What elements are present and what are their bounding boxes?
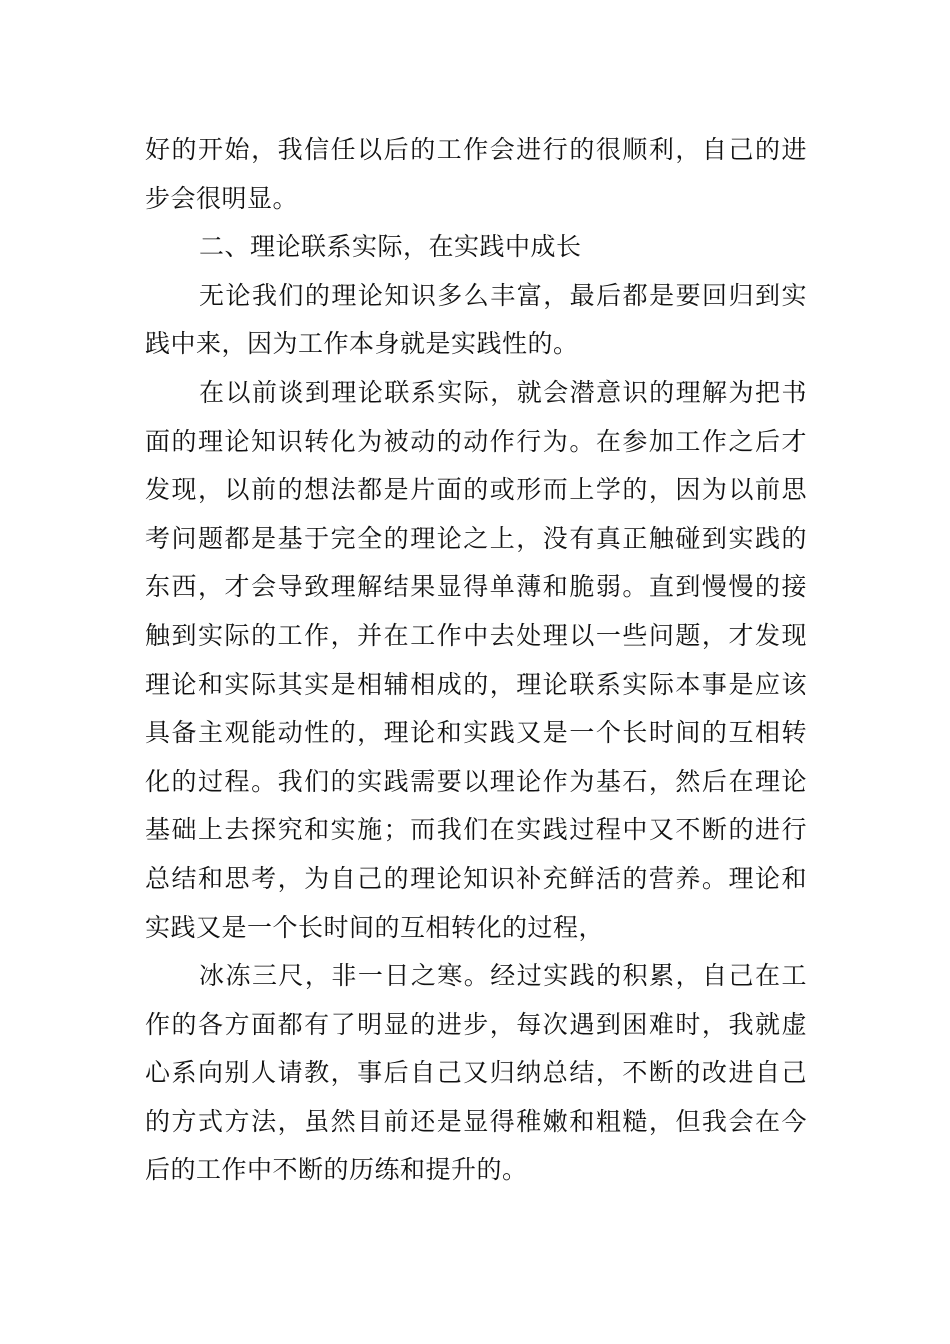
text-line: 在以前谈到理论联系实际，就会潜意识的理解为把书 (199, 377, 807, 407)
text-line: 践中来，因为工作本身就是实践性的。 (145, 329, 579, 359)
text-line: 触到实际的工作，并在工作中去处理以一些问题，才发现 (145, 620, 807, 650)
text-line: 的方式方法，虽然目前还是显得稚嫩和粗糙，但我会在今 (145, 1106, 807, 1136)
text-line: 步会很明显。 (145, 183, 299, 213)
text-line: 理论和实际其实是相辅相成的，理论联系实际本事是应该 (145, 669, 807, 699)
text-line: 发现，以前的想法都是片面的或形而上学的，因为以前思 (145, 475, 807, 505)
document-body (145, 126, 807, 1195)
text-line: 考问题都是基于完全的理论之上，没有真正触碰到实践的 (145, 523, 807, 553)
text-line: 实践又是一个长时间的互相转化的过程， (145, 912, 605, 942)
text-line: 冰冻三尺，非一日之寒。经过实践的积累，自己在工 (199, 961, 807, 991)
text-line: 基础上去探究和实施；而我们在实践过程中又不断的进行 (145, 815, 807, 845)
text-line: 好的开始，我信任以后的工作会进行的很顺利，自己的进 (145, 135, 807, 164)
text-line: 后的工作中不断的历练和提升的。 (145, 1155, 528, 1185)
text-line: 作的各方面都有了明显的进步，每次遇到困难时，我就虚 (145, 1009, 807, 1039)
text-line: 具备主观能动性的，理论和实践又是一个长时间的互相转 (145, 718, 807, 748)
text-line: 面的理论知识转化为被动的动作行为。在参加工作之后才 (145, 426, 807, 456)
text-line: 总结和思考，为自己的理论知识补充鲜活的营养。理论和 (145, 863, 807, 893)
text-line: 化的过程。我们的实践需要以理论作为基石，然后在理论 (145, 766, 807, 796)
section-heading: 二、理论联系实际，在实践中成长 (199, 232, 582, 262)
text-line: 东西，才会导致理解结果显得单薄和脆弱。直到慢慢的接 (145, 572, 807, 602)
text-line: 心系向别人请教，事后自己又归纳总结，不断的改进自己 (145, 1058, 807, 1088)
text-line: 无论我们的理论知识多么丰富，最后都是要回归到实 (199, 280, 807, 310)
